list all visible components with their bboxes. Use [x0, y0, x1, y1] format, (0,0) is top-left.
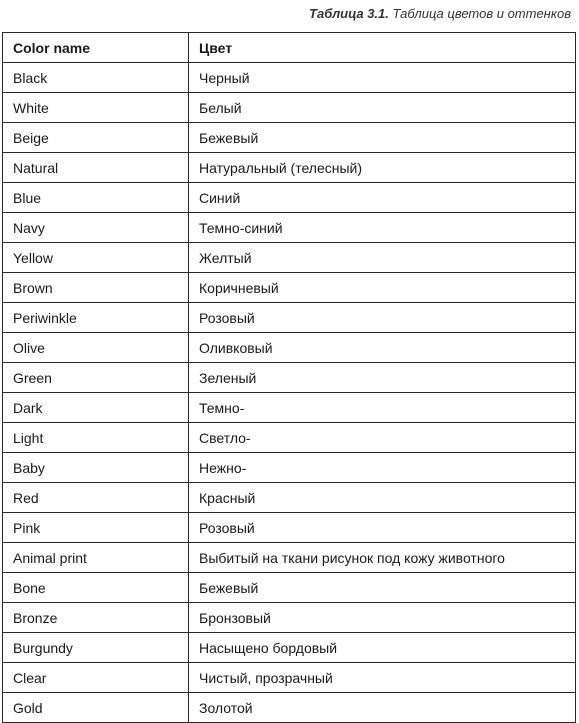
table-row: [3, 543, 576, 573]
table-row: [3, 453, 576, 483]
table-caption-title: Таблица цветов и оттенков: [392, 6, 571, 21]
cell-color-name: Beige: [3, 123, 189, 153]
table-caption-number: Таблица 3.1.: [309, 6, 389, 21]
cell-color-name: Natural: [3, 153, 189, 183]
cell-tsvet: Оливковый: [189, 333, 576, 363]
color-table: [2, 32, 576, 723]
cell-tsvet: Бронзовый: [189, 603, 576, 633]
cell-tsvet: Бежевый: [189, 573, 576, 603]
table-row: [3, 663, 576, 693]
cell-tsvet: Белый: [189, 93, 576, 123]
table-row: [3, 183, 576, 213]
table-row: [3, 393, 576, 423]
table-row: [3, 333, 576, 363]
table-row: [3, 273, 576, 303]
table-header-row: [3, 33, 576, 63]
cell-color-name: Blue: [3, 183, 189, 213]
column-header-tsvet: Цвет: [189, 33, 576, 63]
cell-color-name: Pink: [3, 513, 189, 543]
table-row: [3, 213, 576, 243]
cell-color-name: Bone: [3, 573, 189, 603]
cell-tsvet: Чистый, прозрачный: [189, 663, 576, 693]
cell-tsvet: Темно-: [189, 393, 576, 423]
cell-color-name: Navy: [3, 213, 189, 243]
cell-color-name: Periwinkle: [3, 303, 189, 333]
cell-color-name: Animal print: [3, 543, 189, 573]
cell-tsvet: Коричневый: [189, 273, 576, 303]
cell-tsvet: Насыщено бордовый: [189, 633, 576, 663]
table-row: [3, 633, 576, 663]
table-header: [3, 33, 576, 63]
cell-tsvet: Выбитый на ткани рисунок под кожу животного: [189, 543, 576, 573]
cell-color-name: Gold: [3, 693, 189, 723]
cell-tsvet: Нежно-: [189, 453, 576, 483]
table-caption: [309, 6, 571, 21]
table-row: [3, 363, 576, 393]
table-row: [3, 93, 576, 123]
cell-color-name: Red: [3, 483, 189, 513]
cell-color-name: Bronze: [3, 603, 189, 633]
table-row: [3, 423, 576, 453]
cell-tsvet: Красный: [189, 483, 576, 513]
cell-color-name: Clear: [3, 663, 189, 693]
table-row: [3, 123, 576, 153]
table-body: [3, 63, 576, 723]
cell-color-name: Light: [3, 423, 189, 453]
cell-tsvet: Желтый: [189, 243, 576, 273]
table-row: [3, 573, 576, 603]
cell-tsvet: Темно-синий: [189, 213, 576, 243]
cell-tsvet: Розовый: [189, 513, 576, 543]
table-row: [3, 513, 576, 543]
cell-color-name: Yellow: [3, 243, 189, 273]
cell-color-name: Green: [3, 363, 189, 393]
cell-tsvet: Натуральный (телесный): [189, 153, 576, 183]
cell-tsvet: Зеленый: [189, 363, 576, 393]
table-row: [3, 243, 576, 273]
cell-color-name: White: [3, 93, 189, 123]
column-header-color-name: Color name: [3, 33, 189, 63]
table-row: [3, 63, 576, 93]
cell-tsvet: Бежевый: [189, 123, 576, 153]
table-row: [3, 483, 576, 513]
cell-color-name: Dark: [3, 393, 189, 423]
table-row: [3, 693, 576, 723]
table-row: [3, 303, 576, 333]
table-row: [3, 153, 576, 183]
cell-color-name: Brown: [3, 273, 189, 303]
cell-tsvet: Светло-: [189, 423, 576, 453]
cell-tsvet: Черный: [189, 63, 576, 93]
cell-tsvet: Синий: [189, 183, 576, 213]
table-row: [3, 603, 576, 633]
cell-tsvet: Золотой: [189, 693, 576, 723]
cell-color-name: Black: [3, 63, 189, 93]
cell-color-name: Baby: [3, 453, 189, 483]
cell-tsvet: Розовый: [189, 303, 576, 333]
cell-color-name: Olive: [3, 333, 189, 363]
cell-color-name: Burgundy: [3, 633, 189, 663]
